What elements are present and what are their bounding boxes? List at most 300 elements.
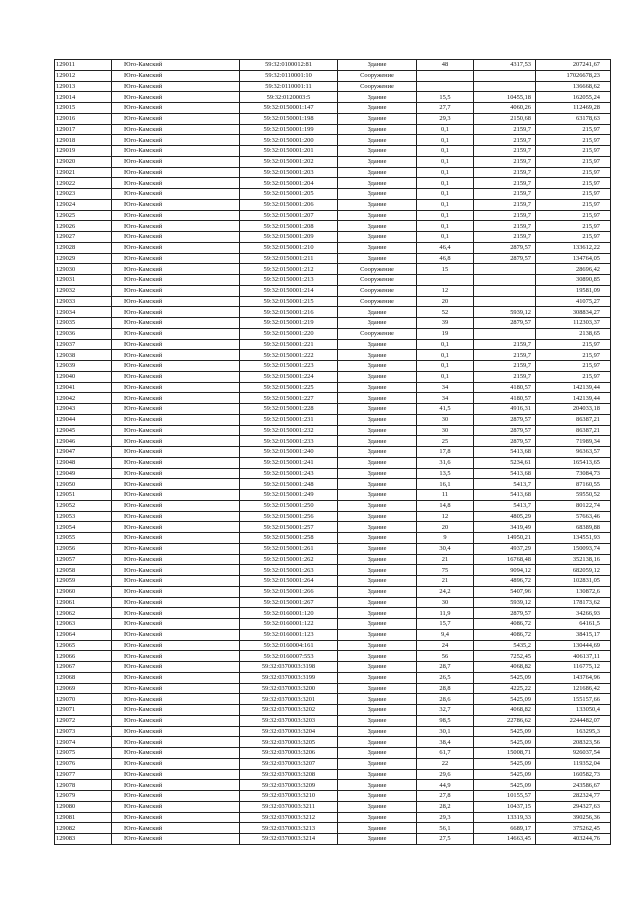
object-type-cell: Здание: [338, 210, 417, 221]
object-type-cell: Здание: [338, 565, 417, 576]
cadastral-value-cell: 162055,24: [536, 92, 611, 103]
district-cell: Юго-Камский: [112, 651, 240, 662]
row-number-cell: 129082: [55, 823, 112, 834]
cadastral-number-cell: 59:32:0150001:211: [240, 253, 338, 264]
table-row: [55, 178, 611, 189]
specific-value-cell: 5435,2: [474, 640, 536, 651]
specific-value-cell: 14663,45: [474, 834, 536, 845]
area-cell: 27,7: [417, 103, 474, 114]
cadastral-value-cell: 130872,6: [536, 586, 611, 597]
object-type-cell: Здание: [338, 436, 417, 447]
district-cell: Юго-Камский: [112, 715, 240, 726]
row-number-cell: 129064: [55, 629, 112, 640]
row-number-cell: 129069: [55, 683, 112, 694]
specific-value-cell: 4180,57: [474, 393, 536, 404]
object-type-cell: Здание: [338, 715, 417, 726]
specific-value-cell: 4068,82: [474, 705, 536, 716]
table-row: [55, 619, 611, 630]
cadastral-value-cell: 57663,46: [536, 511, 611, 522]
specific-value-cell: [474, 296, 536, 307]
row-number-cell: 129058: [55, 565, 112, 576]
object-type-cell: Здание: [338, 92, 417, 103]
district-cell: Юго-Камский: [112, 597, 240, 608]
area-cell: 27,8: [417, 791, 474, 802]
table-row: [55, 146, 611, 157]
cadastral-value-cell: 165413,65: [536, 457, 611, 468]
cadastral-value-cell: 406137,11: [536, 651, 611, 662]
area-cell: 39: [417, 318, 474, 329]
specific-value-cell: 4060,26: [474, 103, 536, 114]
specific-value-cell: [474, 81, 536, 92]
cadastral-value-cell: 34266,93: [536, 608, 611, 619]
cadastral-value-cell: 160582,73: [536, 769, 611, 780]
table-row: [55, 651, 611, 662]
row-number-cell: 129051: [55, 490, 112, 501]
area-cell: 0,1: [417, 361, 474, 372]
area-cell: 15: [417, 264, 474, 275]
area-cell: 75: [417, 565, 474, 576]
table-row: [55, 404, 611, 415]
row-number-cell: 129040: [55, 371, 112, 382]
area-cell: 25: [417, 436, 474, 447]
district-cell: Юго-Камский: [112, 156, 240, 167]
table-row: [55, 565, 611, 576]
district-cell: Юго-Камский: [112, 124, 240, 135]
cadastral-number-cell: 59:32:0370003:3199: [240, 672, 338, 683]
object-type-cell: Здание: [338, 726, 417, 737]
specific-value-cell: 5413,68: [474, 490, 536, 501]
row-number-cell: 129083: [55, 834, 112, 845]
district-cell: Юго-Камский: [112, 758, 240, 769]
district-cell: Юго-Камский: [112, 586, 240, 597]
table-row: [55, 511, 611, 522]
area-cell: 24: [417, 640, 474, 651]
area-cell: 19: [417, 328, 474, 339]
cadastral-number-cell: 59:32:0150001:227: [240, 393, 338, 404]
specific-value-cell: 4896,72: [474, 576, 536, 587]
cadastral-value-cell: 142139,44: [536, 382, 611, 393]
area-cell: 34: [417, 382, 474, 393]
specific-value-cell: 5425,09: [474, 780, 536, 791]
object-type-cell: Здание: [338, 318, 417, 329]
row-number-cell: 129065: [55, 640, 112, 651]
district-cell: Юго-Камский: [112, 382, 240, 393]
specific-value-cell: 10455,18: [474, 92, 536, 103]
row-number-cell: 129020: [55, 156, 112, 167]
district-cell: Юго-Камский: [112, 457, 240, 468]
table-row: [55, 382, 611, 393]
row-number-cell: 129081: [55, 812, 112, 823]
object-type-cell: Здание: [338, 597, 417, 608]
table-row: [55, 264, 611, 275]
table-row: [55, 350, 611, 361]
table-row: [55, 705, 611, 716]
row-number-cell: 129070: [55, 694, 112, 705]
object-type-cell: Сооружение: [338, 81, 417, 92]
row-number-cell: 129033: [55, 296, 112, 307]
district-cell: Юго-Камский: [112, 339, 240, 350]
specific-value-cell: 5413,7: [474, 479, 536, 490]
district-cell: Юго-Камский: [112, 70, 240, 81]
row-number-cell: 129057: [55, 554, 112, 565]
specific-value-cell: 10437,15: [474, 801, 536, 812]
cadastral-number-cell: 59:32:0370003:3198: [240, 662, 338, 673]
cadastral-number-cell: 59:32:0370003:3202: [240, 705, 338, 716]
table-row: [55, 318, 611, 329]
object-type-cell: Здание: [338, 113, 417, 124]
table-row: [55, 113, 611, 124]
specific-value-cell: 5425,09: [474, 737, 536, 748]
cadastral-value-cell: 112469,28: [536, 103, 611, 114]
area-cell: 29,3: [417, 812, 474, 823]
object-type-cell: Здание: [338, 414, 417, 425]
specific-value-cell: 2159,7: [474, 371, 536, 382]
row-number-cell: 129028: [55, 242, 112, 253]
cadastral-value-cell: 30890,85: [536, 275, 611, 286]
specific-value-cell: 5425,09: [474, 672, 536, 683]
object-type-cell: Здание: [338, 468, 417, 479]
area-cell: 0,1: [417, 135, 474, 146]
area-cell: 48: [417, 60, 474, 71]
cadastral-number-cell: 59:32:0150001:243: [240, 468, 338, 479]
object-type-cell: Здание: [338, 393, 417, 404]
table-row: [55, 70, 611, 81]
district-cell: Юго-Камский: [112, 350, 240, 361]
row-number-cell: 129075: [55, 748, 112, 759]
table-row: [55, 371, 611, 382]
district-cell: Юго-Камский: [112, 178, 240, 189]
table-row: [55, 210, 611, 221]
cadastral-value-cell: 119352,04: [536, 758, 611, 769]
object-type-cell: Здание: [338, 769, 417, 780]
specific-value-cell: 13319,33: [474, 812, 536, 823]
row-number-cell: 129049: [55, 468, 112, 479]
object-type-cell: Здание: [338, 60, 417, 71]
district-cell: Юго-Камский: [112, 834, 240, 845]
cadastral-value-cell: 215,97: [536, 210, 611, 221]
object-type-cell: Здание: [338, 167, 417, 178]
area-cell: 0,1: [417, 199, 474, 210]
specific-value-cell: 2879,57: [474, 318, 536, 329]
cadastral-number-cell: 59:32:0150001:248: [240, 479, 338, 490]
table-row: [55, 769, 611, 780]
object-type-cell: Здание: [338, 124, 417, 135]
specific-value-cell: [474, 275, 536, 286]
table-row: [55, 500, 611, 511]
area-cell: 9,4: [417, 629, 474, 640]
area-cell: 12: [417, 511, 474, 522]
table-row: [55, 554, 611, 565]
table-row: [55, 92, 611, 103]
cadastral-number-cell: 59:32:0370003:3210: [240, 791, 338, 802]
district-cell: Юго-Камский: [112, 221, 240, 232]
row-number-cell: 129015: [55, 103, 112, 114]
area-cell: 15,7: [417, 619, 474, 630]
table-row: [55, 834, 611, 845]
table-row: [55, 662, 611, 673]
row-number-cell: 129041: [55, 382, 112, 393]
specific-value-cell: 4086,72: [474, 629, 536, 640]
district-cell: Юго-Камский: [112, 576, 240, 587]
table-row: [55, 393, 611, 404]
cadastral-value-cell: 2138,65: [536, 328, 611, 339]
cadastral-number-cell: 59:32:0370003:3212: [240, 812, 338, 823]
area-cell: 52: [417, 307, 474, 318]
table-row: [55, 447, 611, 458]
object-type-cell: Здание: [338, 457, 417, 468]
cadastral-number-cell: 59:32:0370003:3207: [240, 758, 338, 769]
object-type-cell: Здание: [338, 242, 417, 253]
cadastral-number-cell: 59:32:0370003:3204: [240, 726, 338, 737]
area-cell: 0,1: [417, 189, 474, 200]
object-type-cell: Сооружение: [338, 328, 417, 339]
area-cell: 29,6: [417, 769, 474, 780]
district-cell: Юго-Камский: [112, 361, 240, 372]
cadastral-value-cell: 134551,93: [536, 533, 611, 544]
object-type-cell: Сооружение: [338, 70, 417, 81]
cadastral-number-cell: 59:32:0150001:241: [240, 457, 338, 468]
area-cell: 16,1: [417, 479, 474, 490]
cadastral-number-cell: 59:32:0150001:203: [240, 167, 338, 178]
specific-value-cell: [474, 264, 536, 275]
row-number-cell: 129017: [55, 124, 112, 135]
district-cell: Юго-Камский: [112, 414, 240, 425]
cadastral-value-cell: 215,97: [536, 189, 611, 200]
table-row: [55, 694, 611, 705]
row-number-cell: 129035: [55, 318, 112, 329]
area-cell: 30,1: [417, 726, 474, 737]
cadastral-value-cell: 87160,55: [536, 479, 611, 490]
cadastral-number-cell: 59:32:0150001:202: [240, 156, 338, 167]
area-cell: 26,5: [417, 672, 474, 683]
cadastral-value-cell: 215,97: [536, 339, 611, 350]
area-cell: 28,6: [417, 694, 474, 705]
area-cell: 0,1: [417, 350, 474, 361]
table-body: [55, 60, 611, 845]
object-type-cell: Здание: [338, 350, 417, 361]
area-cell: 30,4: [417, 543, 474, 554]
row-number-cell: 129063: [55, 619, 112, 630]
cadastral-number-cell: 59:32:0150001:231: [240, 414, 338, 425]
table-row: [55, 629, 611, 640]
cadastral-number-cell: 59:32:0150001:258: [240, 533, 338, 544]
cadastral-number-cell: 59:32:0150001:216: [240, 307, 338, 318]
district-cell: Юго-Камский: [112, 135, 240, 146]
district-cell: Юго-Камский: [112, 167, 240, 178]
object-type-cell: Здание: [338, 748, 417, 759]
table-row: [55, 522, 611, 533]
specific-value-cell: 5413,68: [474, 468, 536, 479]
cadastral-number-cell: 59:32:0370003:3205: [240, 737, 338, 748]
cadastral-value-cell: 71989,34: [536, 436, 611, 447]
area-cell: 30: [417, 425, 474, 436]
object-type-cell: Здание: [338, 425, 417, 436]
cadastral-value-cell: 215,97: [536, 156, 611, 167]
cadastral-value-cell: 215,97: [536, 124, 611, 135]
object-type-cell: Здание: [338, 178, 417, 189]
row-number-cell: 129024: [55, 199, 112, 210]
row-number-cell: 129074: [55, 737, 112, 748]
area-cell: 20: [417, 522, 474, 533]
cadastral-value-cell: 208323,56: [536, 737, 611, 748]
district-cell: Юго-Камский: [112, 737, 240, 748]
specific-value-cell: 14950,21: [474, 533, 536, 544]
cadastral-number-cell: 59:32:0150001:201: [240, 146, 338, 157]
cadastral-value-cell: 86387,21: [536, 425, 611, 436]
cadastral-value-cell: 926037,54: [536, 748, 611, 759]
table-row: [55, 479, 611, 490]
table-row: [55, 232, 611, 243]
cadastral-number-cell: 59:32:0110001:10: [240, 70, 338, 81]
row-number-cell: 129079: [55, 791, 112, 802]
district-cell: Юго-Камский: [112, 404, 240, 415]
object-type-cell: Сооружение: [338, 285, 417, 296]
area-cell: 41,5: [417, 404, 474, 415]
cadastral-value-cell: 96363,57: [536, 447, 611, 458]
cadastral-number-cell: 59:32:0150001:249: [240, 490, 338, 501]
object-type-cell: Здание: [338, 232, 417, 243]
object-type-cell: Здание: [338, 694, 417, 705]
cadastral-value-cell: 112303,37: [536, 318, 611, 329]
district-cell: Юго-Камский: [112, 640, 240, 651]
cadastral-value-cell: 390256,36: [536, 812, 611, 823]
cadastral-number-cell: 59:32:0150001:213: [240, 275, 338, 286]
area-cell: 32,7: [417, 705, 474, 716]
area-cell: 0,1: [417, 371, 474, 382]
object-type-cell: Здание: [338, 576, 417, 587]
cadastral-value-cell: 130444,69: [536, 640, 611, 651]
district-cell: Юго-Камский: [112, 479, 240, 490]
area-cell: 29,3: [417, 113, 474, 124]
cadastral-value-cell: 41075,27: [536, 296, 611, 307]
object-type-cell: Здание: [338, 801, 417, 812]
cadastral-number-cell: 59:32:0150001:147: [240, 103, 338, 114]
object-type-cell: Здание: [338, 522, 417, 533]
table-row: [55, 189, 611, 200]
row-number-cell: 129076: [55, 758, 112, 769]
row-number-cell: 129038: [55, 350, 112, 361]
cadastral-number-cell: 59:32:0160004:161: [240, 640, 338, 651]
row-number-cell: 129052: [55, 500, 112, 511]
cadastral-number-cell: 59:32:0150001:198: [240, 113, 338, 124]
cadastral-value-table: [54, 59, 611, 845]
object-type-cell: Здание: [338, 651, 417, 662]
district-cell: Юго-Камский: [112, 490, 240, 501]
object-type-cell: Здание: [338, 640, 417, 651]
cadastral-value-cell: 163295,3: [536, 726, 611, 737]
cadastral-value-cell: 178173,62: [536, 597, 611, 608]
cadastral-value-cell: 352138,16: [536, 554, 611, 565]
specific-value-cell: 2159,7: [474, 135, 536, 146]
area-cell: 56,1: [417, 823, 474, 834]
table-row: [55, 640, 611, 651]
cadastral-number-cell: 59:32:0100012:81: [240, 60, 338, 71]
specific-value-cell: 2879,57: [474, 608, 536, 619]
specific-value-cell: 2159,7: [474, 221, 536, 232]
table-row: [55, 758, 611, 769]
specific-value-cell: 5939,12: [474, 307, 536, 318]
district-cell: Юго-Камский: [112, 500, 240, 511]
specific-value-cell: 2159,7: [474, 361, 536, 372]
cadastral-value-cell: 133612,22: [536, 242, 611, 253]
area-cell: 0,1: [417, 221, 474, 232]
cadastral-value-cell: 59550,52: [536, 490, 611, 501]
district-cell: Юго-Камский: [112, 264, 240, 275]
table-row: [55, 339, 611, 350]
row-number-cell: 129026: [55, 221, 112, 232]
specific-value-cell: 4317,53: [474, 60, 536, 71]
row-number-cell: 129011: [55, 60, 112, 71]
row-number-cell: 129023: [55, 189, 112, 200]
row-number-cell: 129050: [55, 479, 112, 490]
specific-value-cell: 5425,09: [474, 726, 536, 737]
table-row: [55, 468, 611, 479]
cadastral-value-cell: 308834,27: [536, 307, 611, 318]
row-number-cell: 129039: [55, 361, 112, 372]
area-cell: 44,9: [417, 780, 474, 791]
cadastral-number-cell: 59:32:0150001:206: [240, 199, 338, 210]
row-number-cell: 129031: [55, 275, 112, 286]
cadastral-value-cell: 121686,42: [536, 683, 611, 694]
area-cell: 0,1: [417, 124, 474, 135]
cadastral-number-cell: 59:32:0150001:233: [240, 436, 338, 447]
area-cell: 0,1: [417, 232, 474, 243]
cadastral-value-cell: 38415,17: [536, 629, 611, 640]
district-cell: Юго-Камский: [112, 253, 240, 264]
cadastral-number-cell: 59:32:0370003:3211: [240, 801, 338, 812]
row-number-cell: 129027: [55, 232, 112, 243]
specific-value-cell: 5939,12: [474, 597, 536, 608]
object-type-cell: Здание: [338, 791, 417, 802]
cadastral-number-cell: 59:32:0150001:232: [240, 425, 338, 436]
object-type-cell: Здание: [338, 307, 417, 318]
cadastral-value-cell: 215,97: [536, 167, 611, 178]
area-cell: 12: [417, 285, 474, 296]
cadastral-number-cell: 59:32:0150001:264: [240, 576, 338, 587]
cadastral-number-cell: 59:32:0120003:5: [240, 92, 338, 103]
area-cell: [417, 70, 474, 81]
table-row: [55, 737, 611, 748]
table-row: [55, 199, 611, 210]
object-type-cell: Здание: [338, 737, 417, 748]
table-row: [55, 60, 611, 71]
row-number-cell: 129077: [55, 769, 112, 780]
district-cell: Юго-Камский: [112, 447, 240, 458]
object-type-cell: Здание: [338, 103, 417, 114]
cadastral-number-cell: 59:32:0150001:207: [240, 210, 338, 221]
area-cell: 28,7: [417, 662, 474, 673]
cadastral-value-cell: 134764,05: [536, 253, 611, 264]
cadastral-number-cell: 59:32:0150001:256: [240, 511, 338, 522]
table-row: [55, 221, 611, 232]
row-number-cell: 129062: [55, 608, 112, 619]
row-number-cell: 129018: [55, 135, 112, 146]
object-type-cell: Здание: [338, 554, 417, 565]
row-number-cell: 129021: [55, 167, 112, 178]
object-type-cell: Сооружение: [338, 296, 417, 307]
cadastral-value-cell: 294327,63: [536, 801, 611, 812]
table-row: [55, 533, 611, 544]
table-row: [55, 726, 611, 737]
area-cell: 14,8: [417, 500, 474, 511]
object-type-cell: Здание: [338, 812, 417, 823]
object-type-cell: Здание: [338, 371, 417, 382]
cadastral-value-cell: 204033,18: [536, 404, 611, 415]
area-cell: 21: [417, 576, 474, 587]
table-row: [55, 296, 611, 307]
cadastral-value-cell: 68389,88: [536, 522, 611, 533]
row-number-cell: 129068: [55, 672, 112, 683]
